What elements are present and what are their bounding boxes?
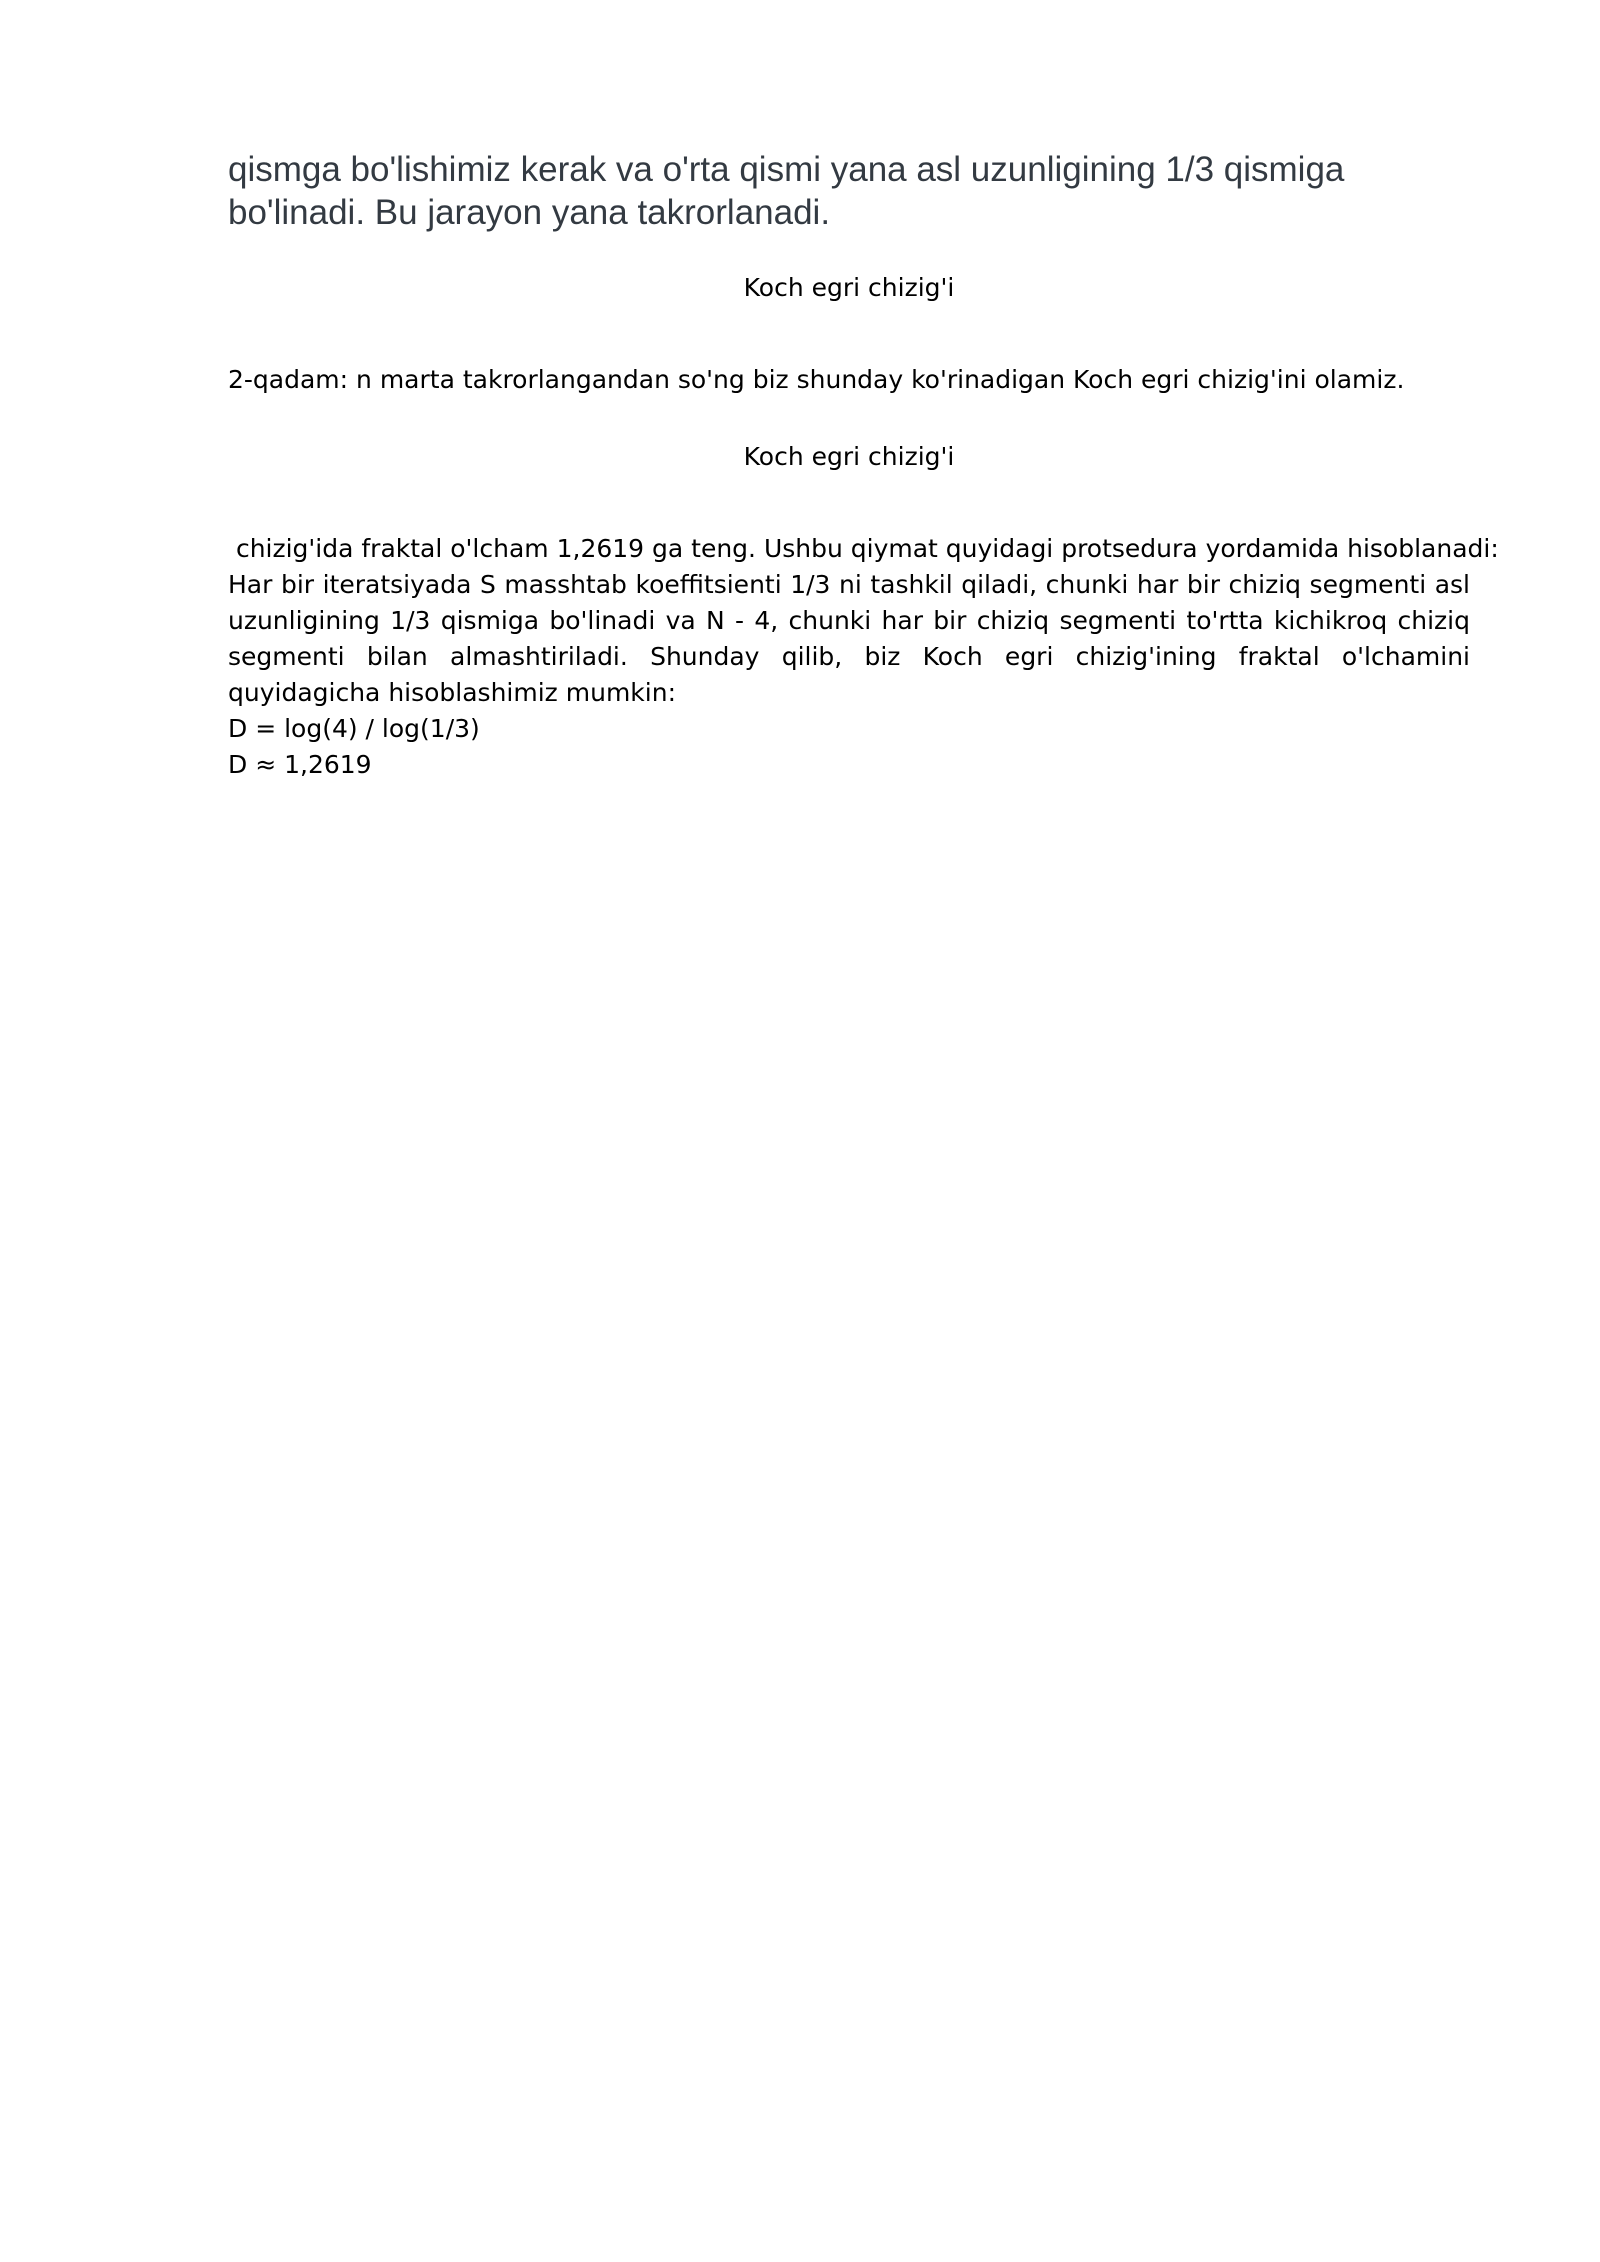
result-line: D ≈ 1,2619 — [228, 750, 372, 779]
figure-caption-1: Koch egri chizig'i — [743, 273, 955, 302]
fractal-dimension-intro: chizig'ida fraktal o'lcham 1,2619 ga teng. Ushbu qiymat quyidagi protsedura yordamida hisoblanadi: — [228, 534, 1499, 563]
intro-paragraph: qismga bo'lishimiz kerak va o'rta qismi yana asl uzunligining 1/3 qismiga bo'linadi. Bu jarayon yana takrorlanadi. — [228, 150, 1345, 232]
explanation-paragraph: Har bir iteratsiyada S masshtab koeffitsienti 1/3 ni tashkil qiladi, chunki har bir chiziq segmenti asl uzunligining 1/3 qismiga bo'linadi va N - 4, chunki har bir chiziq segmenti to'rtta kichikroq chiziq segmenti bilan almashtiriladi. Shunday qilib, biz Koch egri chizig'ining fraktal o'lchamini quyidagicha hisoblashimiz mumkin: — [228, 570, 1470, 707]
page-content — [228, 148, 1499, 783]
formula-line: D = log(4) / log(1/3) — [228, 714, 480, 743]
figure-caption-2: Koch egri chizig'i — [743, 442, 955, 471]
step-2-paragraph: 2-qadam: n marta takrorlangandan so'ng biz shunday ko'rinadigan Koch egri chizig'ini olamiz. — [228, 365, 1405, 394]
